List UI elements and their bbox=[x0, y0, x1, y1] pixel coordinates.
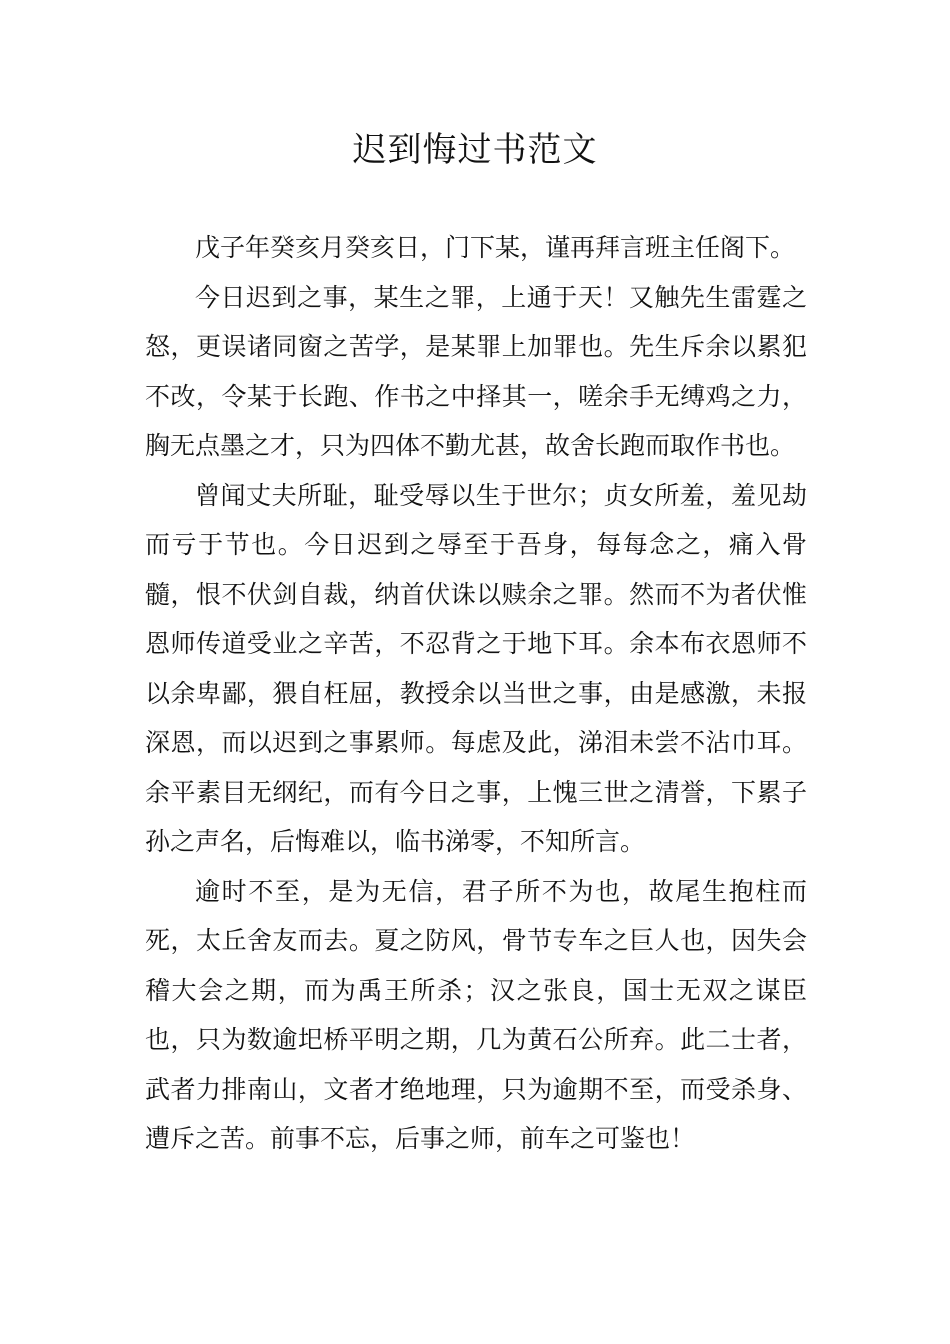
document-body bbox=[145, 223, 807, 1164]
document-title: 迟到悔过书范文 bbox=[352, 130, 598, 170]
paragraph-3: 曾闻丈夫所耻，耻受辱以生于世尔；贞女所羞，羞见劫而亏于节也。今日迟到之辱至于吾身，每每念之，痛入骨髓，恨不伏剑自裁，纳首伏诛以赎余之罪。然而不为者伏惟恩师传道受业之辛苦，不忍背之于地下耳。余本布衣恩师不以余卑鄙，猥自枉屈，教授余以当世之事，由是感激，未报深恩，而以迟到之事累师。每虑及此，涕泪未尝不沾巾耳。余平素目无纲纪，而有今日之事，上愧三世之清誉，下累子孙之声名，后悔难以，临书涕零，不知所言。 bbox=[145, 480, 807, 856]
paragraph-1: 戊子年癸亥月癸亥日，门下某，谨再拜言班主任阁下。 bbox=[195, 233, 796, 262]
paragraph-4: 逾时不至，是为无信，君子所不为也，故尾生抱柱而死，太丘舍友而去。夏之防风，骨节专车之巨人也，因失会稽大会之期，而为禹王所杀；汉之张良，国士无双之谋臣也，只为数逾圯桥平明之期，几为黄石公所弃。此二士者，武者力排南山，文者才绝地理，只为逾期不至，而受杀身、遭斥之苦。前事不忘，后事之师，前车之可鉴也！ bbox=[145, 876, 807, 1153]
paragraph-2: 今日迟到之事，某生之罪，上通于天！又触先生雷霆之怒，更误诸同窗之苦学，是某罪上加罪也。先生斥余以累犯不改，令某于长跑、作书之中择其一，嗟余手无缚鸡之力，胸无点墨之才，只为四体不勤尤甚，故舍长跑而取作书也。 bbox=[145, 282, 807, 460]
